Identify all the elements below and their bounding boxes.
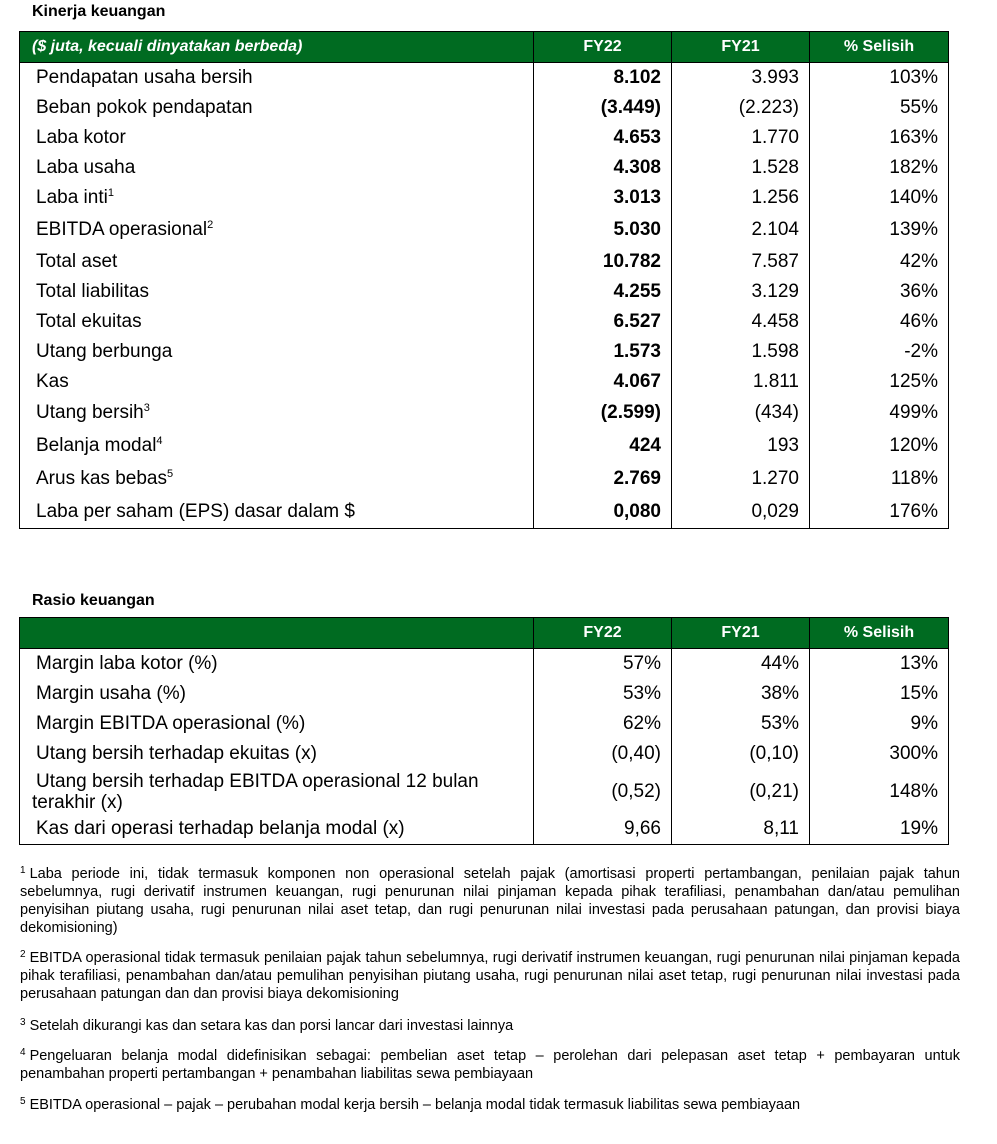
table-row <box>20 63 949 93</box>
table-row <box>20 183 949 214</box>
footnote <box>20 1044 960 1083</box>
value-diff: 140% <box>810 183 949 214</box>
footnote <box>20 1093 960 1114</box>
footnote-ref: 5 <box>166 468 174 480</box>
table-row <box>20 649 949 679</box>
value-fy22: 4.653 <box>534 123 672 153</box>
row-label-text: Belanja modal <box>36 435 157 456</box>
footnote-text: EBITDA operasional tidak termasuk penilaian pajak tahun sebelumnya, rugi derivatif instrumen keuangan, rugi penurunan nilai pinjaman kepada pihak terafiliasi, penambahan dan/atau pemulihan penyisihan piutang usaha, rugi penurunan nilai aset tetap, rugi penurunan nilai investasi pada perusahaan patungan dan dan provisi biaya dekomisioning <box>20 950 960 1002</box>
value-diff: 46% <box>810 307 949 337</box>
value-fy22: 53% <box>534 679 672 709</box>
value-fy22: 62% <box>534 709 672 739</box>
value-fy21: 0,029 <box>672 496 810 529</box>
value-fy22: 3.013 <box>534 183 672 214</box>
value-diff: 42% <box>810 247 949 277</box>
table-row <box>20 367 949 397</box>
row-label-text: EBITDA operasional <box>36 219 208 240</box>
value-diff: 176% <box>810 496 949 529</box>
value-fy21: (0,21) <box>672 769 810 815</box>
row-label-text: Utang berbunga <box>36 340 173 362</box>
value-fy22: (0,52) <box>534 769 672 815</box>
value-fy22: (3.449) <box>534 93 672 123</box>
table-row <box>20 463 949 496</box>
row-label-text: Laba usaha <box>36 156 136 178</box>
value-fy22: 8.102 <box>534 63 672 93</box>
value-fy22: 6.527 <box>534 307 672 337</box>
footnote-text: Setelah dikurangi kas dan setara kas dan porsi lancar dari investasi lainnya <box>29 1018 514 1034</box>
value-diff: 148% <box>810 769 949 815</box>
value-fy22: 2.769 <box>534 463 672 496</box>
footnote-number: 1 <box>20 865 26 876</box>
row-label: Kas dari operasi terhadap belanja modal (x) <box>20 815 534 845</box>
value-fy21: 44% <box>672 649 810 679</box>
row-label <box>20 153 534 183</box>
row-label <box>20 93 534 123</box>
value-fy21: 193 <box>672 430 810 463</box>
table-row <box>20 397 949 430</box>
performance-table <box>19 31 949 529</box>
value-fy22: 5.030 <box>534 214 672 247</box>
value-fy21: 53% <box>672 709 810 739</box>
footnote-ref: 2 <box>207 219 214 231</box>
value-fy22: 10.782 <box>534 247 672 277</box>
value-diff: 499% <box>810 397 949 430</box>
performance-header-row <box>20 32 949 63</box>
table-row <box>20 679 949 709</box>
table-row <box>20 307 949 337</box>
value-fy22: 1.573 <box>534 337 672 367</box>
footnote-number: 3 <box>20 1017 26 1028</box>
value-diff: 36% <box>810 277 949 307</box>
row-label-text: Laba inti <box>36 187 108 208</box>
value-diff: 120% <box>810 430 949 463</box>
performance-table-body <box>20 63 949 529</box>
value-fy21: 8,11 <box>672 815 810 845</box>
footnote <box>20 946 960 1003</box>
footnote-text: EBITDA operasional – pajak – perubahan modal kerja bersih – belanja modal tidak termasuk liabilitas sewa pembiayaan <box>29 1097 801 1113</box>
footnote-number: 2 <box>20 949 26 960</box>
value-fy21: 1.811 <box>672 367 810 397</box>
footnote <box>20 862 960 937</box>
value-fy22: 4.067 <box>534 367 672 397</box>
row-label-text: Laba per saham (EPS) dasar dalam $ <box>36 500 355 522</box>
table-row <box>20 153 949 183</box>
value-diff: 125% <box>810 367 949 397</box>
row-label <box>20 496 534 529</box>
row-label <box>20 367 534 397</box>
ratios-header-diff: % Selisih <box>810 618 949 649</box>
ratios-table-body <box>20 649 949 845</box>
footnote <box>20 1014 960 1035</box>
row-label <box>20 769 534 815</box>
value-diff: 118% <box>810 463 949 496</box>
value-diff: 182% <box>810 153 949 183</box>
value-fy21: 2.104 <box>672 214 810 247</box>
footnote-ref: 1 <box>107 187 114 199</box>
table-row <box>20 277 949 307</box>
value-diff: 55% <box>810 93 949 123</box>
row-label <box>20 277 534 307</box>
table-row <box>20 709 949 739</box>
value-fy21: 7.587 <box>672 247 810 277</box>
row-label: Margin EBITDA operasional (%) <box>20 709 534 739</box>
value-diff: 103% <box>810 63 949 93</box>
value-diff: 15% <box>810 679 949 709</box>
value-fy21: (0,10) <box>672 739 810 769</box>
value-fy21: 3.993 <box>672 63 810 93</box>
row-label-text: Laba kotor <box>36 126 126 148</box>
table-row <box>20 815 949 845</box>
value-diff: 300% <box>810 739 949 769</box>
header-fy21: FY21 <box>672 32 810 63</box>
value-fy21: (434) <box>672 397 810 430</box>
value-fy21: 1.598 <box>672 337 810 367</box>
ratios-table <box>19 617 949 845</box>
value-diff: 9% <box>810 709 949 739</box>
row-label-text: Total aset <box>36 250 118 272</box>
footnote-number: 4 <box>20 1047 26 1058</box>
row-label: Margin usaha (%) <box>20 679 534 709</box>
value-fy21: (2.223) <box>672 93 810 123</box>
row-label-text: Kas <box>36 370 69 392</box>
performance-title: Kinerja keuangan <box>32 3 166 20</box>
ratios-header-fy22: FY22 <box>534 618 672 649</box>
row-label-text: Beban pokok pendapatan <box>36 96 253 118</box>
header-unit-note: ($ juta, kecuali dinyatakan berbeda) <box>20 32 534 63</box>
row-label-text: Pendapatan usaha bersih <box>36 66 253 88</box>
table-row <box>20 123 949 153</box>
ratios-header-blank <box>20 618 534 649</box>
value-fy22: 424 <box>534 430 672 463</box>
row-label: Utang bersih terhadap ekuitas (x) <box>20 739 534 769</box>
value-fy22: 57% <box>534 649 672 679</box>
table-row <box>20 247 949 277</box>
value-fy21: 3.129 <box>672 277 810 307</box>
ratios-header-fy21: FY21 <box>672 618 810 649</box>
row-label <box>20 183 534 214</box>
value-fy22: 0,080 <box>534 496 672 529</box>
row-label <box>20 123 534 153</box>
header-fy22: FY22 <box>534 32 672 63</box>
row-label <box>20 430 534 463</box>
value-diff: 19% <box>810 815 949 845</box>
value-fy21: 1.270 <box>672 463 810 496</box>
value-diff: 139% <box>810 214 949 247</box>
row-label <box>20 397 534 430</box>
value-fy21: 1.770 <box>672 123 810 153</box>
row-label <box>20 463 534 496</box>
row-label-text: Utang bersih <box>36 402 144 423</box>
row-label-line2: terakhir (x) <box>32 791 123 813</box>
value-fy22: 9,66 <box>534 815 672 845</box>
table-row <box>20 337 949 367</box>
footnote-number: 5 <box>20 1096 26 1107</box>
value-fy21: 1.528 <box>672 153 810 183</box>
value-diff: 13% <box>810 649 949 679</box>
table-row <box>20 496 949 529</box>
value-diff: -2% <box>810 337 949 367</box>
value-fy22: (0,40) <box>534 739 672 769</box>
footnote-ref: 3 <box>143 402 150 414</box>
ratios-header-row <box>20 618 949 649</box>
row-label-text: Total liabilitas <box>36 280 149 302</box>
row-label <box>20 247 534 277</box>
value-diff: 163% <box>810 123 949 153</box>
value-fy21: 4.458 <box>672 307 810 337</box>
row-label <box>20 307 534 337</box>
row-label <box>20 214 534 247</box>
value-fy21: 1.256 <box>672 183 810 214</box>
row-label-text: Total ekuitas <box>36 310 142 332</box>
table-row <box>20 214 949 247</box>
value-fy22: 4.255 <box>534 277 672 307</box>
footnote-text: Laba periode ini, tidak termasuk komponen non operasional setelah pajak (amortisasi properti pertambangan, penilaian pajak tahun sebelumnya, rugi derivatif instrumen keuangan, rugi penurunan nilai pinjaman kepada pihak terafiliasi, penambahan dan/atau pemulihan penyisihan piutang usaha, rugi penurunan nilai aset tetap, dan rugi penurunan nilai investasi pada perusahaan patungan, dan provisi biaya dekomisioning) <box>20 866 960 936</box>
header-diff: % Selisih <box>810 32 949 63</box>
row-label-line1: Utang bersih terhadap EBITDA operasional 12 bulan <box>36 770 479 792</box>
ratios-title: Rasio keuangan <box>32 592 155 609</box>
value-fy21: 38% <box>672 679 810 709</box>
value-fy22: 4.308 <box>534 153 672 183</box>
table-row <box>20 93 949 123</box>
row-label <box>20 63 534 93</box>
table-row <box>20 430 949 463</box>
table-row <box>20 769 949 815</box>
row-label <box>20 337 534 367</box>
row-label: Margin laba kotor (%) <box>20 649 534 679</box>
row-label-text: Arus kas bebas <box>36 468 167 489</box>
value-fy22: (2.599) <box>534 397 672 430</box>
table-row <box>20 739 949 769</box>
footnote-text: Pengeluaran belanja modal didefinisikan sebagai: pembelian aset tetap – perolehan dari pelepasan aset tetap + pembayaran untuk penambahan properti pertambangan + penambahan liabilitas sewa pembiayaan <box>20 1048 960 1082</box>
footnote-ref: 4 <box>156 435 163 447</box>
